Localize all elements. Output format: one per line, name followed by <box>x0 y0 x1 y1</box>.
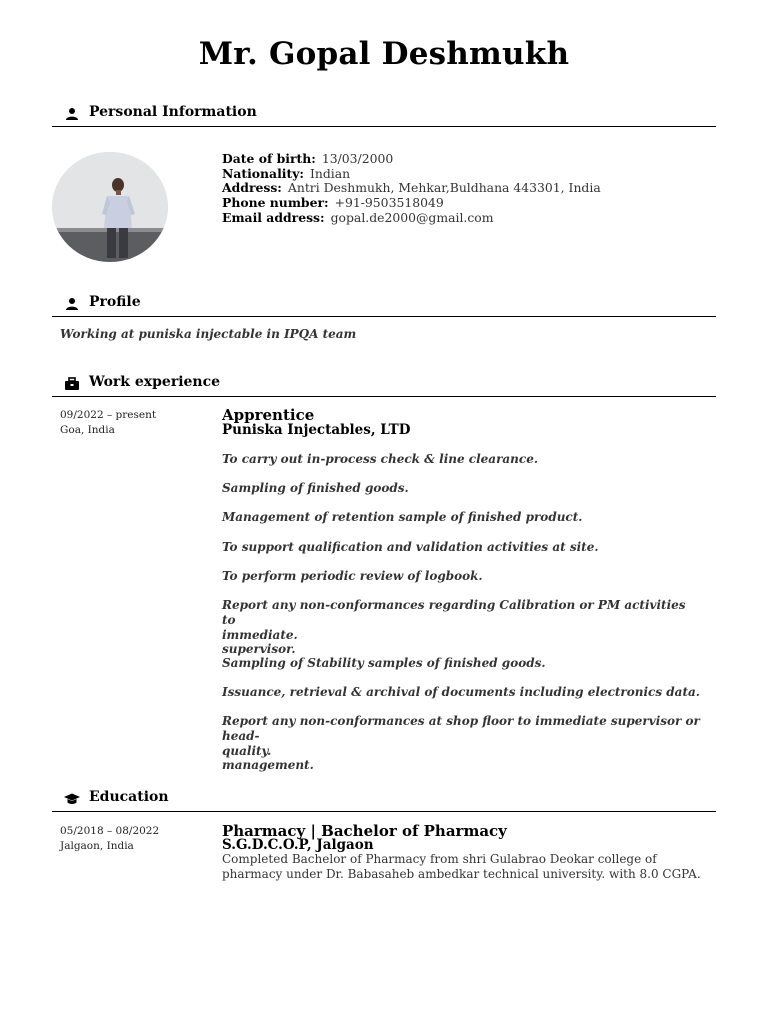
section-profile <box>52 294 716 317</box>
nationality-row: Nationality: Indian <box>222 165 351 181</box>
person-icon <box>64 107 80 121</box>
work-bullet: To support qualification and validation activities at site. <box>222 540 599 554</box>
work-location: Goa, India <box>60 423 115 436</box>
section-title: Education <box>89 789 169 805</box>
education-meta <box>60 824 159 853</box>
profile-summary: Working at puniska injectable in IPQA team <box>60 327 357 341</box>
work-bullet: Sampling of Stability samples of finished goods. <box>222 656 546 670</box>
degree-title: Pharmacy | Bachelor of Pharmacy <box>222 822 507 840</box>
school-name: S.G.D.C.O.P, Jalgaon <box>222 837 374 853</box>
page-title: Mr. Gopal Deshmukh <box>198 36 570 72</box>
phone-row: Phone number: +91-9503518049 <box>222 195 444 211</box>
email-link[interactable]: gopal.de2000@gmail.com <box>330 209 494 225</box>
section-work-experience <box>52 374 716 397</box>
email-row: Email address: gopal.de2000@gmail.com <box>222 209 494 225</box>
briefcase-icon <box>64 377 80 391</box>
person-icon <box>64 297 80 311</box>
work-bullet: Report any non-conformances at shop floor to immediate supervisor or head- quality. management. <box>222 714 700 773</box>
work-bullet: To perform periodic review of logbook. <box>222 569 483 583</box>
work-meta <box>60 408 156 437</box>
work-dates: 09/2022 – present <box>60 409 157 421</box>
company-name: Puniska Injectables, LTD <box>222 422 411 438</box>
work-bullet: Sampling of finished goods. <box>222 481 409 495</box>
section-personal-information <box>52 104 716 127</box>
dob-row: Date of birth: 13/03/2000 <box>222 151 394 166</box>
section-education <box>52 789 716 812</box>
section-title: Work experience <box>89 374 221 390</box>
work-bullet: To carry out in-process check & line clearance. <box>222 452 539 466</box>
work-bullet: Report any non-conformances regarding Calibration or PM activities to immediate. supervisor. <box>222 598 686 657</box>
education-dates: 05/2018 – 08/2022 <box>60 825 160 837</box>
personal-details <box>222 152 601 226</box>
graduation-cap-icon <box>64 792 80 806</box>
work-bullet: Management of retention sample of finished product. <box>222 510 583 524</box>
section-title: Profile <box>89 294 141 310</box>
education-location: Jalgaon, India <box>60 839 134 852</box>
section-title: Personal Information <box>89 104 257 120</box>
profile-photo <box>52 152 168 262</box>
work-bullet: Issuance, retrieval & archival of documents including electronics data. <box>222 685 700 699</box>
address-row: Address: Antri Deshmukh, Mehkar,Buldhana 443301, India <box>222 180 601 196</box>
job-title: Apprentice <box>222 406 315 424</box>
education-description: Completed Bachelor of Pharmacy from shri Gulabrao Deokar college of pharmacy under Dr. Babasaheb ambedkar technical university. with 8.0 CGPA. <box>222 852 701 881</box>
